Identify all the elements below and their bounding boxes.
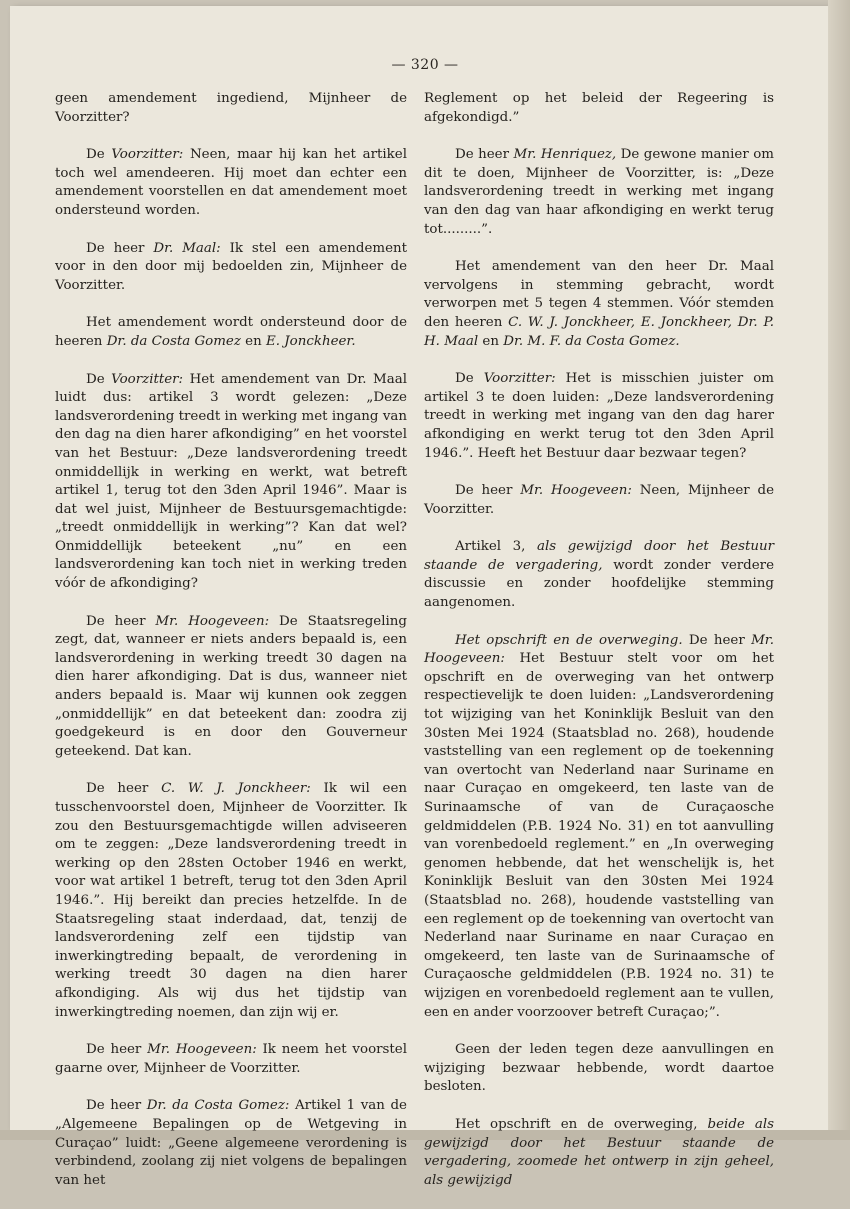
paragraph-prefix: Artikel 3,: [455, 539, 537, 555]
paragraph-prefix: De heer: [86, 781, 162, 797]
paragraph: [55, 240, 407, 296]
paragraph-text: Geen der leden tegen deze aanvullingen en wijziging bezwaar hebbende, wordt daartoe besloten.: [424, 1042, 774, 1095]
speaker-name: E. Jonckheer.: [265, 333, 356, 349]
paragraph-prefix: De heer: [86, 240, 154, 256]
paragraph: [55, 1041, 407, 1078]
paragraph: [55, 613, 407, 762]
paragraph: [424, 1041, 774, 1097]
paragraph: [424, 538, 774, 612]
paragraph-prefix: De: [86, 147, 112, 163]
paragraph-prefix: Het opschrift en de overweging,: [455, 1116, 708, 1132]
speaker-name: Voorzitter:: [483, 371, 556, 387]
paragraph-prefix: Het amendement van den heer Dr. Maal vervolgens in stemming gebracht, wordt verworpen met 5 tegen 4 stemmen. Vóór stemden den heeren: [424, 259, 774, 330]
speaker-name: Mr. Hoogeveen:: [520, 483, 632, 499]
paragraph-text: Neen, Mijnheer de Voorzitter.: [424, 483, 774, 517]
right-column: [424, 90, 774, 1209]
speaker-name: Dr. da Costa Gomez: [106, 333, 241, 349]
page-edge: [828, 0, 850, 1140]
paragraph: [424, 632, 774, 1022]
speaker-name: Voorzitter:: [111, 147, 184, 163]
paragraph-text: Ik neem het voorstel gaarne over, Mijnheer de Voorzitter.: [55, 1042, 407, 1076]
paragraph-text: De Staatsregeling zegt, dat, wanneer er niets anders bepaald is, een landsverordening in werking treedt 30 dagen na dien harer afkondiging. Dat is dus, wanneer niet anders bepaald is. Maar wij kunnen ook zeggen „onmiddellijk” en dat beteekent dan: zoodra zij goedgekeurd is en door den Gouverneur geteekend. Dat kan.: [55, 613, 407, 759]
paragraph-prefix: De: [86, 371, 112, 387]
paragraph: [55, 314, 407, 351]
section-heading: Het opschrift en de overweging.: [455, 632, 683, 648]
paragraph-prefix: De heer: [455, 147, 514, 163]
speaker-name: Mr. Henriquez,: [513, 147, 617, 163]
paragraph-prefix: De: [455, 371, 484, 387]
paragraph-text: Het is misschien juister om artikel 3 te doen luiden: „Deze landsverordening treedt in werking met ingang van den dag harer afkondiging en werkt terug tot den 3den April 1946.”. Heeft het Bestuur daar bezwaar tegen?: [424, 371, 774, 461]
paragraph: [55, 146, 407, 220]
paragraph: [424, 90, 774, 127]
paragraph-text: wordt zonder verdere discussie en zonder hoofdelijke stemming aangenomen.: [424, 557, 774, 611]
paragraph: [55, 90, 407, 127]
paragraph-text: geen amendement ingediend, Mijnheer de Voorzitter?: [55, 91, 407, 125]
speaker-name: C. W. J. Jonckheer, E. Jonckheer, Dr. P. H. Maal: [424, 314, 774, 349]
paragraph: [424, 482, 774, 519]
paragraph-text: en: [240, 333, 266, 349]
paragraph-text: De heer: [682, 632, 752, 648]
paragraph: [55, 780, 407, 1022]
paragraph-prefix: De heer: [86, 1098, 147, 1114]
speaker-name: Mr. Hoogeveen:: [147, 1042, 257, 1058]
paragraph-text: Artikel 1 van de „Algemeene Bepalingen op de Wetgeving in Curaçao” luidt: „Geene algemeene verordening is verbindend, zoolang zij niet volgens de bepalingen van het: [55, 1098, 407, 1188]
speaker-name: Mr. Hoogeveen:: [424, 632, 774, 667]
paragraph-prefix: Het amendement wordt ondersteund door de heeren: [55, 315, 407, 349]
paragraph-text: Het Bestuur stelt voor om het opschrift en de overweging van het ontwerp respectievelijk te doen luiden: „Landsverordening tot wijziging van het Koninklijk Besluit van den 30sten Mei 1924 (Staatsblad no. 268), houdende vaststelling van een reglement op de toekenning van overtocht van Nederland naar Suriname en naar Curaçao en omgekeerd, ten laste van de Surinaamsche of van de Curaçaosche geldmiddelen (P.B. 1924 No. 31) en tot aanvulling van vorenbedoeld reglement.” en „In overweging genomen hebbende, dat het wenschelijk is, het Koninklijk Besluit van den 30sten Mei 1924 (Staatsblad no. 268), houdende vaststelling van een reglement op de toekenning van overtocht van Nederland naar Suriname en naar Curaçao en omgekeerd, ten laste van de Surinaamsche of Curaçaosche geldmiddelen (P.B. 1924 no. 31) te wijzigen en vorenbedoeld reglement aan te vullen, een en ander voorzoover betreft Curaçao;”.: [424, 651, 774, 1020]
paragraph: [55, 371, 407, 594]
paragraph-text: Ik wil een tusschenvoorstel doen, Mijnheer de Voorzitter. Ik zou den Bestuursgemachtigde willen adviseeren om te zeggen: „Deze landsverordening treedt in werking op den 28sten October 1946 en werkt, voor wat artikel 1 betreft, terug tot den 3den April 1946.”. Hij bereikt dan precies hetzelfde. In de Staatsregeling staat inderdaad, dat, tenzij de landsverordening zelf een tijdstip van inwerkingtreding bepaalt, de verordening in werking treedt 30 dagen na dien harer afkondiging. Als wij dus het tijdstip van inwerkingtreding noemen, dan zijn wij er.: [55, 781, 407, 1020]
paragraph-text: Ik stel een amendement voor in den door mij bedoelden zin, Mijnheer de Voorzitter.: [55, 240, 407, 293]
paragraph: [55, 1097, 407, 1190]
paragraph: [424, 370, 774, 463]
paragraph-text: Het amendement van Dr. Maal luidt dus: artikel 3 wordt gelezen: „Deze landsverordening treedt in werking met ingang van den dag na dien harer afkondiging” en het voorstel van het Bestuur: „Deze landsverordening treedt onmiddellijk in werking en werkt, wat betreft artikel 1, terug tot den 3den April 1946”. Maar is dat wel juist, Mijnheer de Bestuursgemachtigde: „treedt onmiddellijk in werking”? Kan dat wel? Onmiddellijk beteekent „nu” en een landsverordening kan toch niet in werking treden vóór de afkondiging?: [55, 371, 407, 592]
speaker-name: Mr. Hoogeveen:: [155, 613, 270, 629]
paragraph-text: en: [478, 333, 504, 349]
page-number: — 320 —: [391, 57, 459, 73]
speaker-name: Dr. da Costa Gomez:: [146, 1098, 290, 1114]
paragraph: [424, 146, 774, 239]
paragraph-text: Reglement op het beleid der Regeering is afgekondigd.”: [424, 91, 774, 125]
speaker-name: Dr. Maal:: [153, 240, 221, 256]
paragraph-italic-text: beide als gewijzigd door het Bestuur staande de vergadering, zoomede het ontwerp in zijn geheel, als gewijzigd: [424, 1116, 775, 1188]
speaker-name: Voorzitter:: [111, 371, 184, 387]
paragraph-text: Neen, maar hij kan het artikel toch wel amendeeren. Hij moet dan echter een amendement voorstellen en dat amendement moet ondersteund worden.: [55, 147, 407, 218]
speaker-name: Dr. M. F. da Costa Gomez.: [503, 333, 680, 349]
paragraph-prefix: De heer: [86, 1042, 148, 1058]
paragraph-prefix: De heer: [86, 613, 156, 629]
speaker-name: C. W. J. Jonckheer:: [161, 781, 311, 797]
speaker-name: als gewijzigd door het Bestuur staande de vergadering,: [424, 539, 774, 573]
paragraph-text: De gewone manier om dit te doen, Mijnheer de Voorzitter, is: „Deze landsverordening treedt in werking met ingang van den dag van haar afkondiging en werkt terug tot.........”.: [424, 147, 774, 237]
paragraph: [424, 258, 774, 351]
paragraph-prefix: De heer: [455, 483, 521, 499]
left-column: [55, 90, 407, 1209]
paragraph: [424, 1116, 774, 1190]
